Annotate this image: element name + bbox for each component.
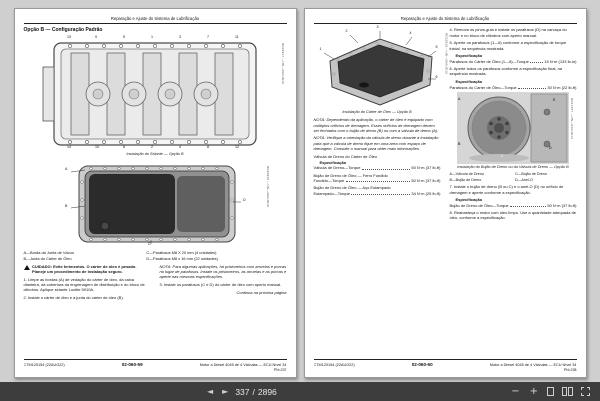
left-column (313, 25, 449, 223)
previous-page-button[interactable]: ◄ (207, 386, 214, 396)
spec-group (314, 154, 441, 171)
spec-label: Especificação (455, 78, 483, 84)
procedure-step: 3. Instale os parafusos (C e D) do cárter de óleo com aperto manual. (159, 282, 282, 288)
figure-callout: A (65, 166, 68, 171)
figure-caption: Instalação do Selante — Opção B (126, 151, 184, 156)
figure-callout: 4 (179, 144, 181, 149)
legend-item: A—Válvula de Dreno (449, 171, 484, 176)
figure-oil-pan-3d (314, 25, 449, 109)
note-text: NOTA: Dependendo da aplicação, o cárter de óleo é equipado com múltiplos orifícios de drenagem. Esses orifícios de drenagem devem ser fechados com o bujão de dreno (B) ou com a válvula de dreno (A). (313, 117, 439, 133)
footer-doc-id: CTM120154 (22AUG22) (313, 362, 355, 367)
page-divider: / (252, 386, 255, 397)
legend-item: B—Junta do Cárter de Óleo (23, 255, 72, 261)
figure-callout: 5 (123, 34, 125, 39)
legend-item: D—Parafusos M8 x 16 mm (22 unidades) (146, 255, 218, 261)
spec-item: Fundido—Torque (313, 178, 345, 184)
figure-flywheel-photo (457, 92, 574, 164)
procedure-step: 7. Instale o bujão de dreno (B ou C) e o anel-O (D) no orifício de drenagem e aperte conforme a especificação. (449, 184, 564, 195)
procedure-step: 8. Reabasteça o motor com óleo limpo. Use a quantidade adequada de óleo, conforme a especificação. (449, 210, 577, 221)
spec-name: Bujão de Dreno de Óleo — Aço Estampado (313, 185, 391, 191)
section-title: Opção B — Configuração Padrão (23, 27, 103, 34)
footer-model: Motor a Diesel 4045 de 4 Válvulas — ECU Nível 34 (199, 362, 287, 367)
dot-leader (530, 62, 542, 63)
caution-box (24, 264, 151, 274)
figure-callout: B (458, 141, 461, 146)
left-column (24, 264, 151, 303)
figure-id-label: RG13157 —UN—04AUG14 (570, 97, 574, 139)
text-columns (24, 264, 287, 303)
figure-callout: 8 (207, 144, 209, 149)
figure-id-label: RG22917 —UN—29AUG19 (281, 42, 285, 84)
page-indicator (235, 387, 276, 397)
page-spread (0, 8, 600, 378)
procedure-step: 6. Aperte todos os parafusos conforme a especificação final, na sequência mostrada. (449, 66, 563, 77)
spec-value: 30 N·m (22 lb-ft) (547, 84, 577, 90)
spec-item: Parafusos do Cárter de Óleo—Torque (449, 84, 517, 90)
footer-model: Motor a Diesel 4045 de 4 Válvulas — ECU Nível 34 (489, 362, 577, 367)
figure-callout: 9 (95, 34, 97, 39)
legend-item: D—Anel-O (515, 177, 533, 182)
spec-item: Válvula de Dreno—Torque (313, 165, 361, 171)
figure-callout: B (65, 203, 68, 208)
manual-page-left (14, 8, 297, 378)
zoom-in-button[interactable]: + (529, 385, 538, 397)
figure-callout: 7 (207, 34, 209, 39)
spec-label: Especificação (455, 197, 483, 203)
figure-engine-block (30, 34, 285, 151)
note-text: NOTA: Verifique a orientação da válvula de dreno durante a instalação para que a válvula de dreno fique em uma área com espaço de drenagem. Consulte o manual para obter mais informações. (313, 135, 439, 151)
fullscreen-icon[interactable] (581, 387, 590, 396)
footer-pn: PN=238 (563, 368, 577, 373)
spec-label: Especificação (319, 159, 347, 165)
spec-value: 50 N·m (37 lb-ft) (411, 178, 441, 184)
viewer-toolbar (0, 382, 600, 401)
current-page-number[interactable]: 337 (235, 386, 250, 397)
two-page-view-icon[interactable] (562, 387, 573, 396)
footer-pn: PN=237 (273, 368, 287, 373)
figure-callout: 12 (235, 144, 239, 149)
footer-page-code: 02-060-59 (121, 361, 143, 367)
spec-item: Parafusos do Cárter de Óleo (1—6)—Torque (449, 58, 529, 64)
procedure-step: 5. Aperte os parafusos (1—6) conforme a especificação de torque inicial, na sequência mostrada. (449, 40, 567, 51)
figure-caption: Instalação do Bujão de Dreno ou da Válvula de Dreno — Opção B (457, 164, 569, 169)
figure-callout: 10 (95, 144, 99, 149)
legend-item: C—Bujão de Dreno (515, 171, 547, 176)
figure-legend (450, 172, 577, 183)
zoom-out-button[interactable]: − (511, 385, 520, 397)
legend-item: C—Parafusos M8 X 20 mm (4 unidades) (146, 249, 217, 255)
dot-leader (351, 194, 409, 195)
figure-callout: 3 (376, 25, 379, 30)
spec-name: Válvula de Dreno do Cárter de Óleo (313, 153, 378, 159)
figure-callout: D (549, 145, 552, 150)
figure-legend (24, 250, 287, 261)
procedure-step: 1. Limpe as bordas (A) de vedação do cárter de óleo, da caixa dianteira, da cobertura da engrenagem de distribuição e do bloco de cilindros. Aplique selante Loctite 5910A. (23, 276, 145, 293)
procedure-step: 4. Remova os pinos-guia e instale os parafusos (D) na carcaça do motor e no bloco de cilindros com aperto manual. (449, 27, 567, 38)
dot-leader (510, 206, 546, 207)
procedure-step: 2. Instale o cárter de óleo e a junta do cárter de óleo (B). (23, 294, 124, 300)
legend-item: A—Borda da Junta de Vácuo (23, 249, 74, 255)
right-column (450, 27, 577, 223)
figure-callout: 3 (179, 34, 181, 39)
figure-callout: 5 (435, 45, 438, 50)
running-header: Reparação e Ajuste do Sistema de Lubrificação (314, 16, 577, 24)
figure-callout: 13 (67, 34, 71, 39)
footer-page-code: 02-060-60 (411, 361, 433, 367)
page-nav-group (205, 382, 277, 401)
figure-callout: 2 (345, 29, 348, 34)
figure-callout: 1 (151, 34, 153, 39)
continued-note: Continua na próxima página (236, 290, 287, 296)
dot-leader (518, 88, 546, 89)
figure-callout: 4 (409, 31, 412, 36)
figure-callout: 14 (67, 144, 71, 149)
spec-value: 15 N·m (133 lb-in) (544, 58, 577, 64)
figure-id-label: RG22919 —UN—29AUG19 (444, 33, 449, 75)
text-columns (314, 27, 577, 223)
spec-value: 34 N·m (25 lb-ft) (411, 191, 441, 197)
figure-callout: 2 (151, 144, 153, 149)
spec-item: Estampado—Torque (313, 191, 350, 197)
figure-caption: Instalação do Cárter de Óleo — Opção B (342, 110, 412, 115)
caution-text: CUIDADO: Evite ferimentos. O cárter de óleo é pesado. Planeje um procedimento de instalação seguro. (32, 264, 137, 275)
figure-callout: C (148, 241, 151, 246)
oil-pan-drawing (45, 160, 265, 248)
spec-value: 50 N·m (37 lb-ft) (547, 202, 577, 208)
spec-item: Bujão de Dreno de Óleo—Torque (449, 202, 509, 208)
legend-item: B—Bujão de Dreno (449, 177, 482, 182)
figure-callout: C (501, 153, 504, 158)
spec-label: Especificação (455, 53, 483, 59)
running-header: Reparação e Ajuste do Sistema de Lubrificação (24, 16, 287, 24)
fit-page-icon[interactable] (547, 387, 554, 396)
note-text: NOTA: Para algumas aplicações, há prisioneiros com arruelas e porcas no lugar de parafusos. Instale os prisioneiros, as arruelas e as porcas e aperte nas mesmas especificações. (159, 264, 287, 280)
spec-name: Bujão de Dreno de Óleo — Ferro Fundido (313, 172, 388, 178)
figure-callout: D (243, 197, 246, 202)
figure-oil-pan (45, 160, 270, 248)
dot-leader (346, 181, 410, 182)
engine-block-drawing (30, 34, 280, 151)
figure-callout: A (458, 96, 461, 101)
figure-callout: 11 (235, 34, 239, 39)
spec-value: 50 N·m (37 lb-ft) (411, 165, 441, 171)
footer-doc-id: CTM120154 (22AUG22) (23, 362, 65, 367)
page-footer (314, 359, 577, 373)
total-page-count: 2896 (257, 386, 277, 397)
next-page-button[interactable]: ► (222, 386, 229, 396)
oil-pan-3d-drawing (314, 27, 444, 109)
page-footer (24, 359, 287, 373)
zoom-group (510, 382, 590, 401)
figure-callout: 6 (123, 144, 125, 149)
figure-id-label: RG22918 —UN—29AUG19 (266, 165, 270, 207)
manual-page-right (304, 8, 587, 378)
warning-triangle-icon (24, 265, 30, 270)
spec-group (314, 173, 441, 184)
figure-callout: E (553, 97, 556, 102)
figure-callout: 1 (319, 47, 322, 52)
right-column (160, 264, 287, 303)
dot-leader (362, 169, 410, 170)
figure-callout: 6 (435, 75, 438, 80)
flywheel-drawing (457, 92, 569, 164)
spec-group (314, 185, 441, 196)
